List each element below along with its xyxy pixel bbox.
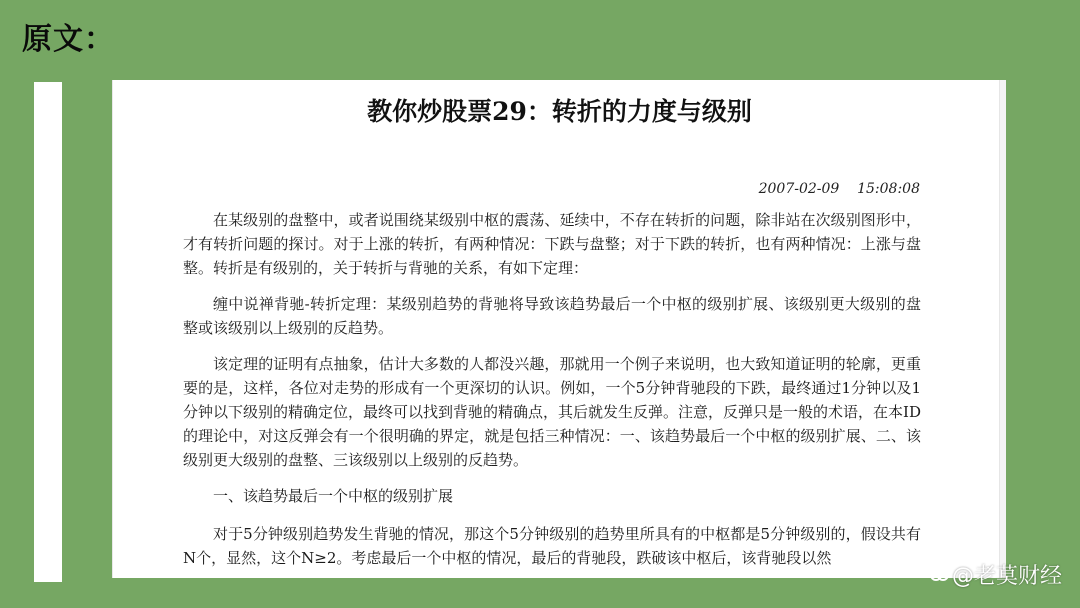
- paragraph: 在某级别的盘整中，或者说围绕某级别中枢的震荡、延续中，不存在转折的问题，除非站在次级别图形中，才有转折问题的探讨。对于上涨的转折，有两种情况：下跌与盘整；对于下跌的转折，也有两种情况：上涨与盘整。转折是有级别的，关于转折与背驰的关系，有如下定理：: [183, 211, 921, 277]
- paragraph: 对于5分钟级别趋势发生背驰的情况，那这个5分钟级别的趋势里所具有的中枢都是5分钟级别的，假设共有N个，显然，这个N≥2。考虑最后一个中枢的情况，最后的背驰段，跌破该中枢后，该背驰段以然: [183, 525, 921, 567]
- document-title: 教你炒股票29：转折的力度与级别: [367, 97, 752, 126]
- watermark-text: @老莫财经: [951, 564, 1062, 589]
- left-decorative-strip: [34, 82, 62, 582]
- platform-logo-icon: [928, 564, 950, 586]
- section-heading: 一、该趋势最后一个中枢的级别扩展: [213, 487, 454, 505]
- page-heading-label: 原文：: [22, 22, 115, 57]
- document-screenshot: [112, 80, 1006, 578]
- paragraph: 缠中说禅背驰-转折定理：某级别趋势的背驰将导致该趋势最后一个中枢的级别扩展、该级别更大级别的盘整或该级别以上级别的反趋势。: [183, 295, 921, 337]
- document-body: [183, 208, 921, 578]
- watermark: [928, 559, 1062, 590]
- scrollbar-edge: [999, 80, 1006, 578]
- paragraph: 该定理的证明有点抽象，估计大多数的人都没兴趣，那就用一个例子来说明，也大致知道证明的轮廓，更重要的是，这样，各位对走势的形成有一个更深切的认识。例如，一个5分钟背驰段的下跌，最终通过1分钟以及1分钟以下级别的精确定位，最终可以找到背驰的精确点，其后就发生反弹。注意，反弹只是一般的术语，在本ID的理论中，对这反弹会有一个很明确的界定，就是包括三种情况：一、该趋势最后一个中枢的级别扩展、二、该级别更大级别的盘整、三该级别以上级别的反趋势。: [183, 355, 921, 469]
- document-date: 2007-02-09 15:08:08: [758, 181, 920, 197]
